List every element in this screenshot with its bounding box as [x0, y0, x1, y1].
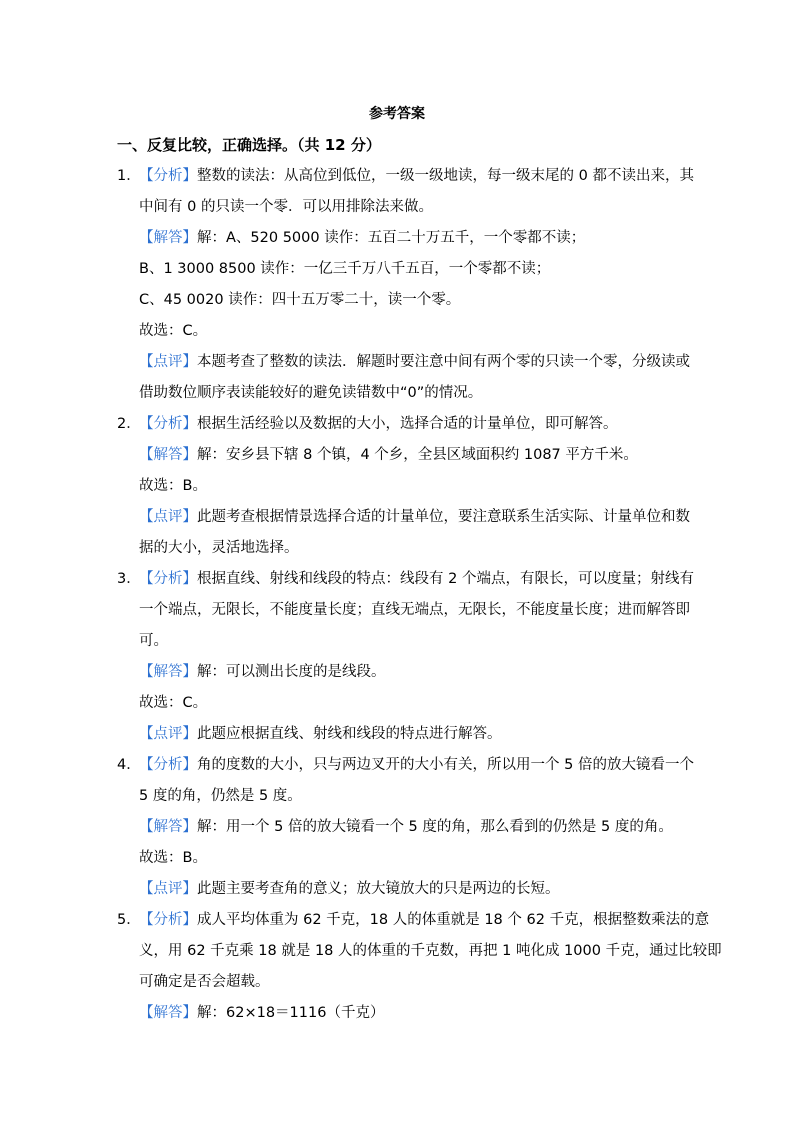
q2-comment-line-2: 据的大小，灵活地选择。 [139, 540, 299, 556]
comment-tag: 【点评】 [139, 354, 197, 370]
analysis-tag: 【分析】 [139, 571, 197, 587]
comment-tag: 【点评】 [139, 509, 197, 525]
q1-answer-line-3: C、45 0020 读作：四十五万零二十，读一个零。 [139, 292, 461, 308]
q1-analysis-line-2: 中间有 0 的只读一个零．可以用排除法来做。 [139, 199, 433, 215]
question-number-3: 3． [117, 571, 141, 587]
answer-tag: 【解答】 [139, 230, 197, 246]
q2-analysis-line-1: 【分析】根据生活经验以及数据的大小，选择合适的计量单位，即可解答。 [139, 416, 618, 432]
page-title: 参考答案 [369, 106, 425, 122]
analysis-tag: 【分析】 [139, 168, 197, 184]
q2-comment-line-1: 【点评】此题考查根据情景选择合适的计量单位，要注意联系生活实际、计量单位和数 [139, 509, 690, 525]
q4-analysis-line-1: 【分析】角的度数的大小，只与两边叉开的大小有关，所以用一个 5 倍的放大镜看一个 [139, 757, 694, 773]
q2-answer-line-2: 故选：B。 [139, 478, 207, 494]
comment-tag: 【点评】 [139, 726, 197, 742]
q1-answer-line-4: 故选：C。 [139, 323, 208, 339]
q4-analysis-line-2: 5 度的角，仍然是 5 度。 [139, 788, 302, 804]
q5-analysis-line-3: 可确定是否会超载。 [139, 974, 270, 990]
q5-analysis-line-2: 义，用 62 千克乘 18 就是 18 人的体重的千克数，再把 1 吨化成 1000 千克，通过比较即 [139, 943, 722, 959]
question-number-1: 1． [117, 168, 141, 184]
q3-analysis-line-2: 一个端点，无限长，不能度量长度；直线无端点，无限长，不能度量长度；进而解答即 [139, 602, 690, 618]
comment-tag: 【点评】 [139, 881, 197, 897]
answer-tag: 【解答】 [139, 447, 197, 463]
answer-tag: 【解答】 [139, 819, 197, 835]
question-number-5: 5． [117, 912, 141, 928]
analysis-tag: 【分析】 [139, 912, 197, 928]
answer-tag: 【解答】 [139, 664, 197, 680]
q5-answer-line-1: 【解答】解：62×18＝1116（千克） [139, 1005, 385, 1021]
q5-analysis-line-1: 【分析】成人平均体重为 62 千克，18 人的体重就是 18 个 62 千克，根据整数乘法的意 [139, 912, 710, 928]
q1-comment-line-1: 【点评】本题考查了整数的读法．解题时要注意中间有两个零的只读一个零，分级读或 [139, 354, 690, 370]
q1-answer-line-1: 【解答】解：A、520 5000 读作：五百二十万五千，一个零都不读； [139, 230, 586, 246]
q1-analysis-line-1: 【分析】整数的读法：从高位到低位，一级一级地读，每一级末尾的 0 都不读出来，其 [139, 168, 694, 184]
section-heading: 一、反复比较，正确选择。（共 12 分） [117, 136, 381, 154]
question-number-2: 2． [117, 416, 141, 432]
analysis-tag: 【分析】 [139, 416, 197, 432]
question-number-4: 4． [117, 757, 141, 773]
q3-analysis-line-3: 可。 [139, 633, 168, 649]
answer-tag: 【解答】 [139, 1005, 197, 1021]
q4-answer-line-2: 故选：B。 [139, 850, 207, 866]
q4-comment-line-1: 【点评】此题主要考查角的意义；放大镜放大的只是两边的长短。 [139, 881, 560, 897]
q3-analysis-line-1: 【分析】根据直线、射线和线段的特点：线段有 2 个端点，有限长，可以度量；射线有 [139, 571, 694, 587]
q3-answer-line-2: 故选：C。 [139, 695, 208, 711]
q2-answer-line-1: 【解答】解：安乡县下辖 8 个镇，4 个乡，全县区域面积约 1087 平方千米。 [139, 447, 638, 463]
q3-comment-line-1: 【点评】此题应根据直线、射线和线段的特点进行解答。 [139, 726, 502, 742]
q3-answer-line-1: 【解答】解：可以测出长度的是线段。 [139, 664, 386, 680]
q1-answer-line-2: B、1 3000 8500 读作：一亿三千万八千五百，一个零都不读； [139, 261, 551, 277]
analysis-tag: 【分析】 [139, 757, 197, 773]
q4-answer-line-1: 【解答】解：用一个 5 倍的放大镜看一个 5 度的角，那么看到的仍然是 5 度的角。 [139, 819, 673, 835]
q1-comment-line-2: 借助数位顺序表读能较好的避免读错数中“0”的情况。 [139, 385, 483, 401]
